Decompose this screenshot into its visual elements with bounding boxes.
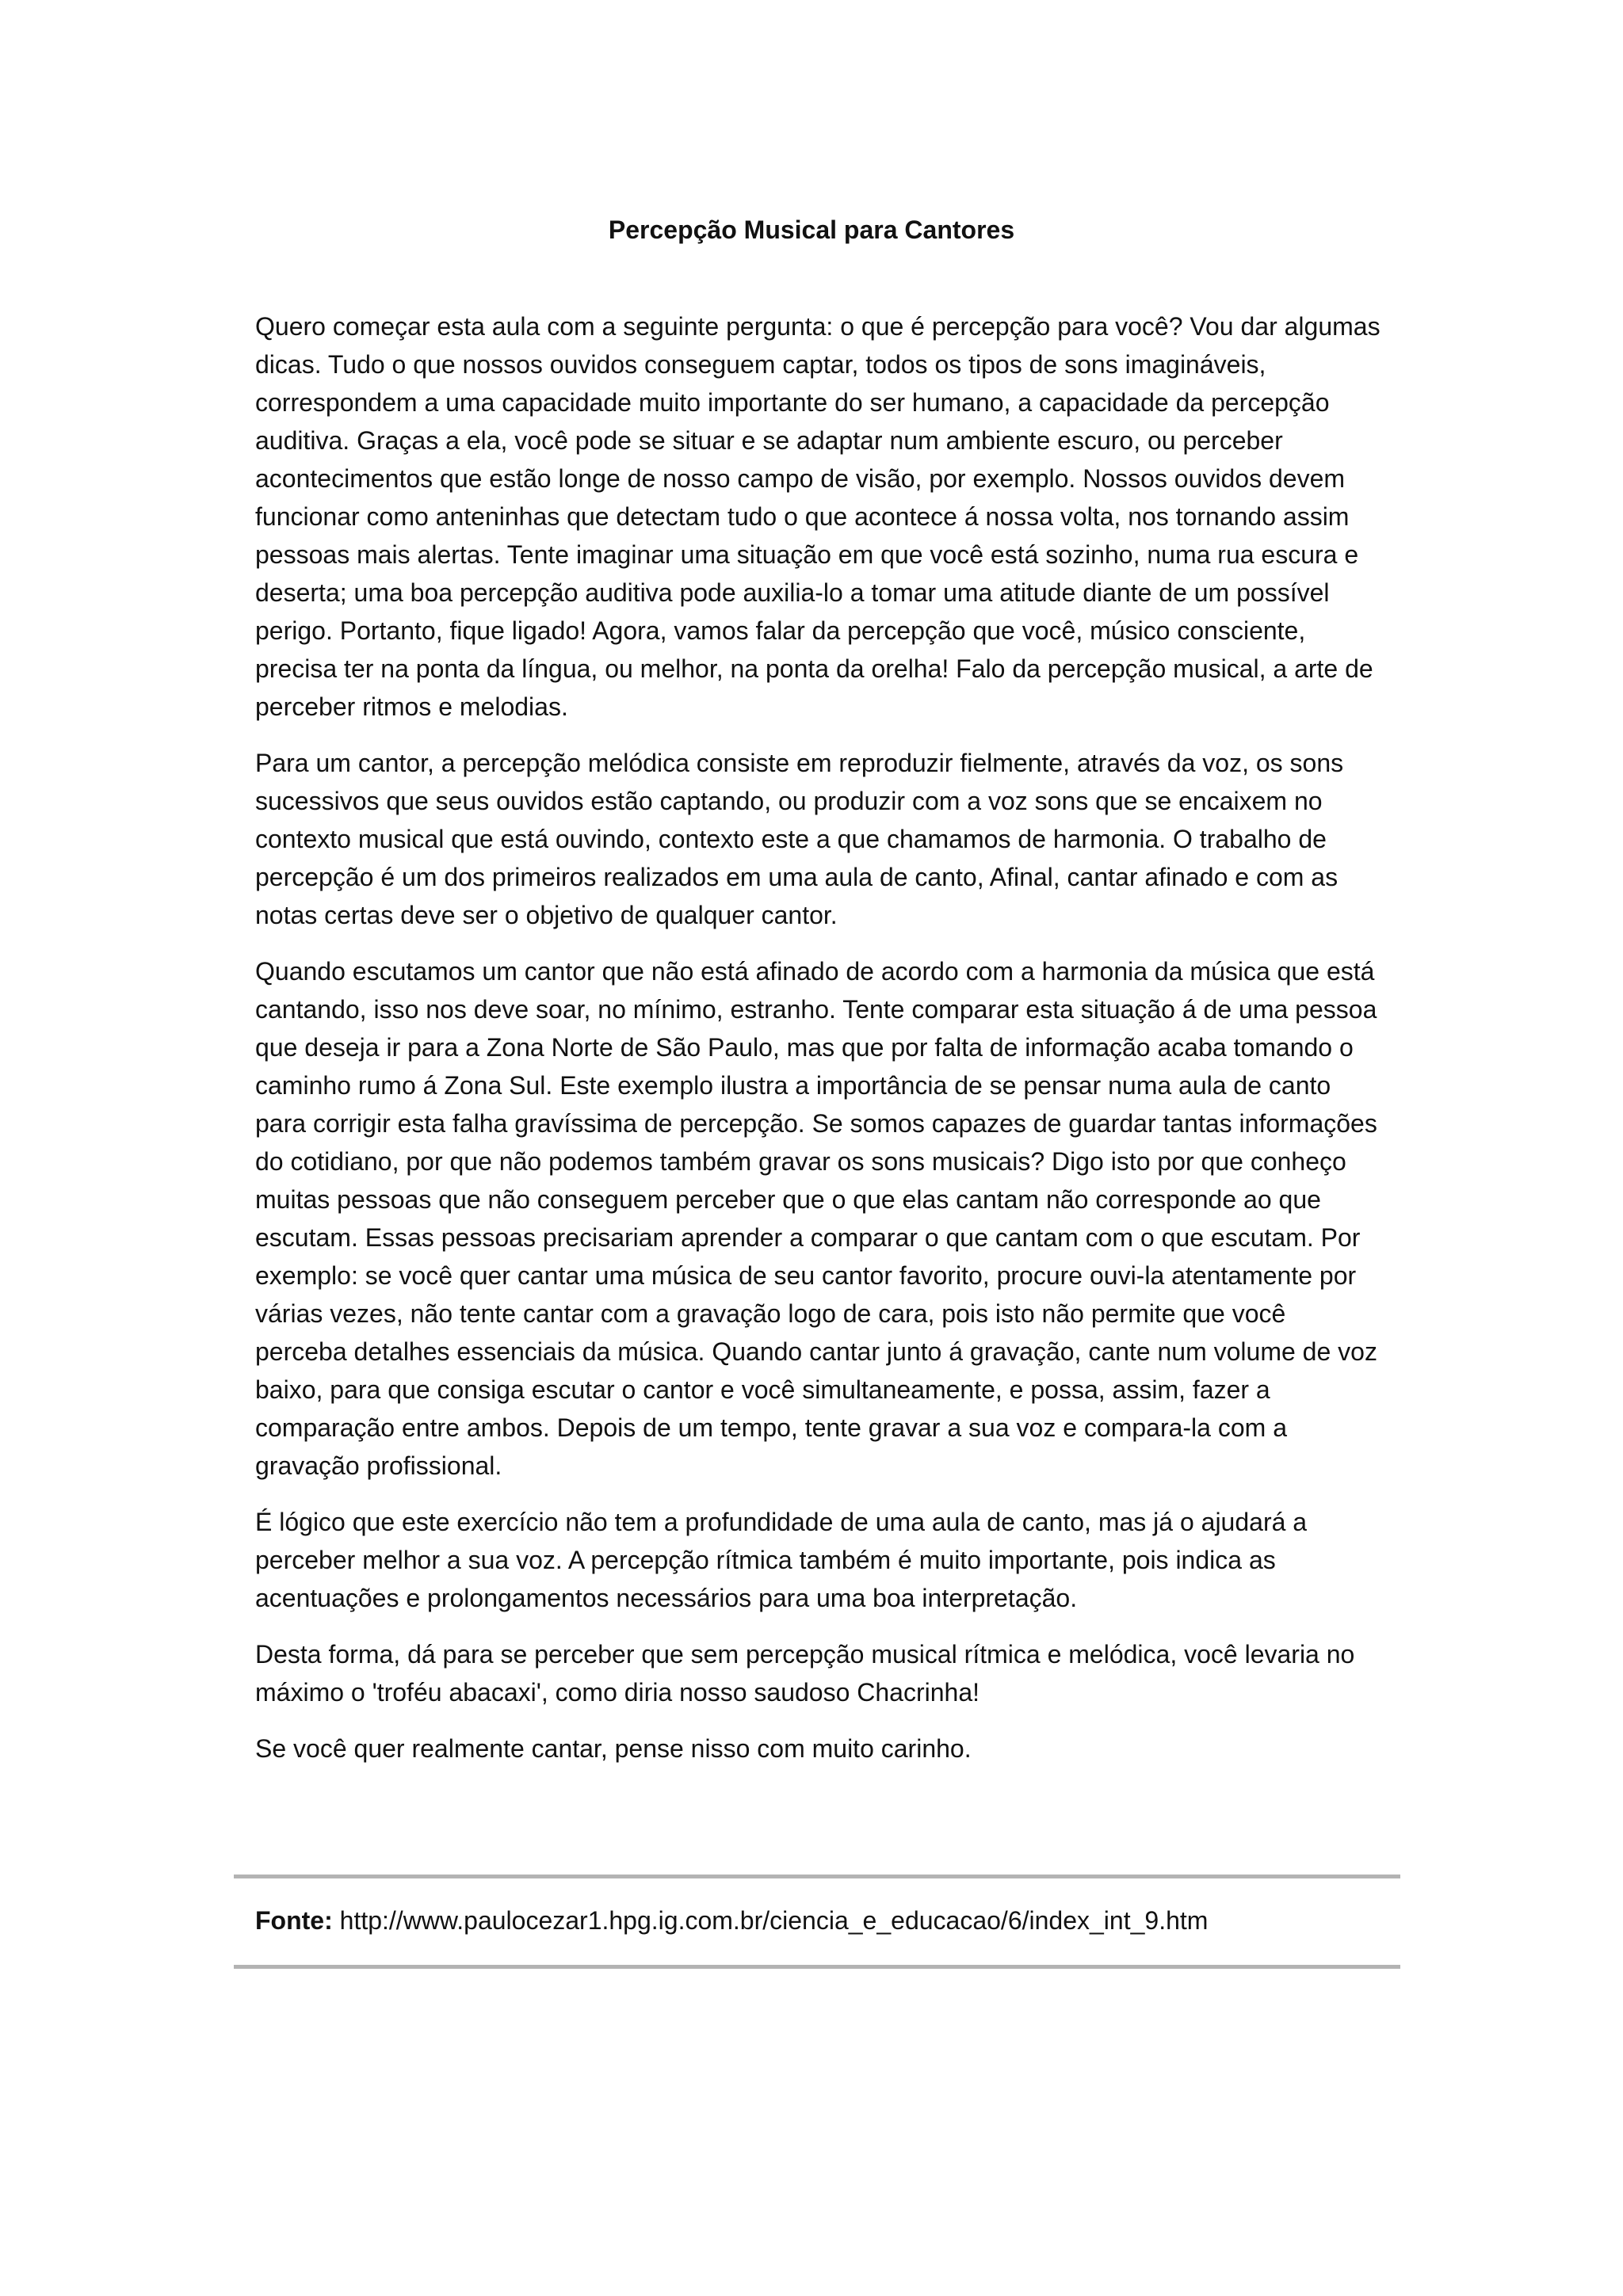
article-body xyxy=(255,307,1381,1786)
divider-bottom xyxy=(234,1965,1400,1969)
paragraph-conclusion: Desta forma, dá para se perceber que sem percepção musical rítmica e melódica, você levaria no máximo o 'troféu abacaxi', como diria nosso saudoso Chacrinha! xyxy=(255,1640,1355,1707)
paragraph-melodic-perception: Para um cantor, a percepção melódica consiste em reproduzir fielmente, através da voz, os sons sucessivos que seus ouvidos estão captando, ou produzir com a voz sons que se encaixem no contexto musical que está ouvindo, contexto este a que chamamos de harmonia. O trabalho de percepção é um dos primeiros realizados em uma aula de canto, Afinal, cantar afinado e com as notas certas deve ser o objetivo de qualquer cantor. xyxy=(255,749,1344,929)
source-line xyxy=(255,1901,1396,1939)
source-label: Fonte: xyxy=(255,1906,333,1935)
paragraph-closing: Se você quer realmente cantar, pense nisso com muito carinho. xyxy=(255,1734,972,1763)
paragraph-tuning-example: Quando escutamos um cantor que não está afinado de acordo com a harmonia da música que está cantando, isso nos deve soar, no mínimo, estranho. Tente comparar esta situação á de uma pessoa que deseja ir para a Zona Norte de São Paulo, mas que por falta de informação acaba tomando o caminho rumo á Zona Sul. Este exemplo ilustra a importância de se pensar numa aula de canto para corrigir esta falha gravíssima de percepção. Se somos capazes de guardar tantas informações do cotidiano, por que não podemos também gravar os sons musicais? Digo isto por que conheço muitas pessoas que não conseguem perceber que o que elas cantam não corresponde ao que escutam. Essas pessoas precisariam aprender a comparar o que cantam com o que escutam. Por exemplo: se você quer cantar uma música de seu cantor favorito, procure ouvi-la atentamente por várias vezes, não tente cantar com a gravação logo de cara, pois isto não permite que você perceba detalhes essenciais da música. Quando cantar junto á gravação, cante num volume de voz baixo, para que consiga escutar o cantor e você simultaneamente, e possa, assim, fazer a comparação entre ambos. Depois de um tempo, tente gravar a sua voz e compara-la com a gravação profissional. xyxy=(255,957,1377,1480)
source-url: http://www.paulocezar1.hpg.ig.com.br/ciencia_e_educacao/6/index_int_9.htm xyxy=(339,1906,1209,1935)
paragraph-intro: Quero começar esta aula com a seguinte pergunta: o que é percepção para você? Vou dar algumas dicas. Tudo o que nossos ouvidos conseguem captar, todos os tipos de sons imagináveis, correspondem a uma capacidade muito importante do ser humano, a capacidade da percepção auditiva. Graças a ela, você pode se situar e se adaptar num ambiente escuro, ou perceber acontecimentos que estão longe de nosso campo de visão, por exemplo. Nossos ouvidos devem funcionar como anteninhas que detectam tudo o que acontece á nossa volta, nos tornando assim pessoas mais alertas. Tente imaginar uma situação em que você está sozinho, numa rua escura e deserta; uma boa percepção auditiva pode auxilia-lo a tomar uma atitude diante de um possível perigo. Portanto, fique ligado! Agora, vamos falar da percepção que você, músico consciente, precisa ter na ponta da língua, ou melhor, na ponta da orelha! Falo da percepção musical, a arte de perceber ritmos e melodias. xyxy=(255,312,1381,721)
document-title: Percepção Musical para Cantores xyxy=(608,215,1015,244)
divider-top xyxy=(234,1875,1400,1878)
paragraph-rhythmic-perception: É lógico que este exercício não tem a profundidade de uma aula de canto, mas já o ajudará a perceber melhor a sua voz. A percepção rítmica também é muito importante, pois indica as acentuações e prolongamentos necessários para uma boa interpretação. xyxy=(255,1508,1308,1612)
